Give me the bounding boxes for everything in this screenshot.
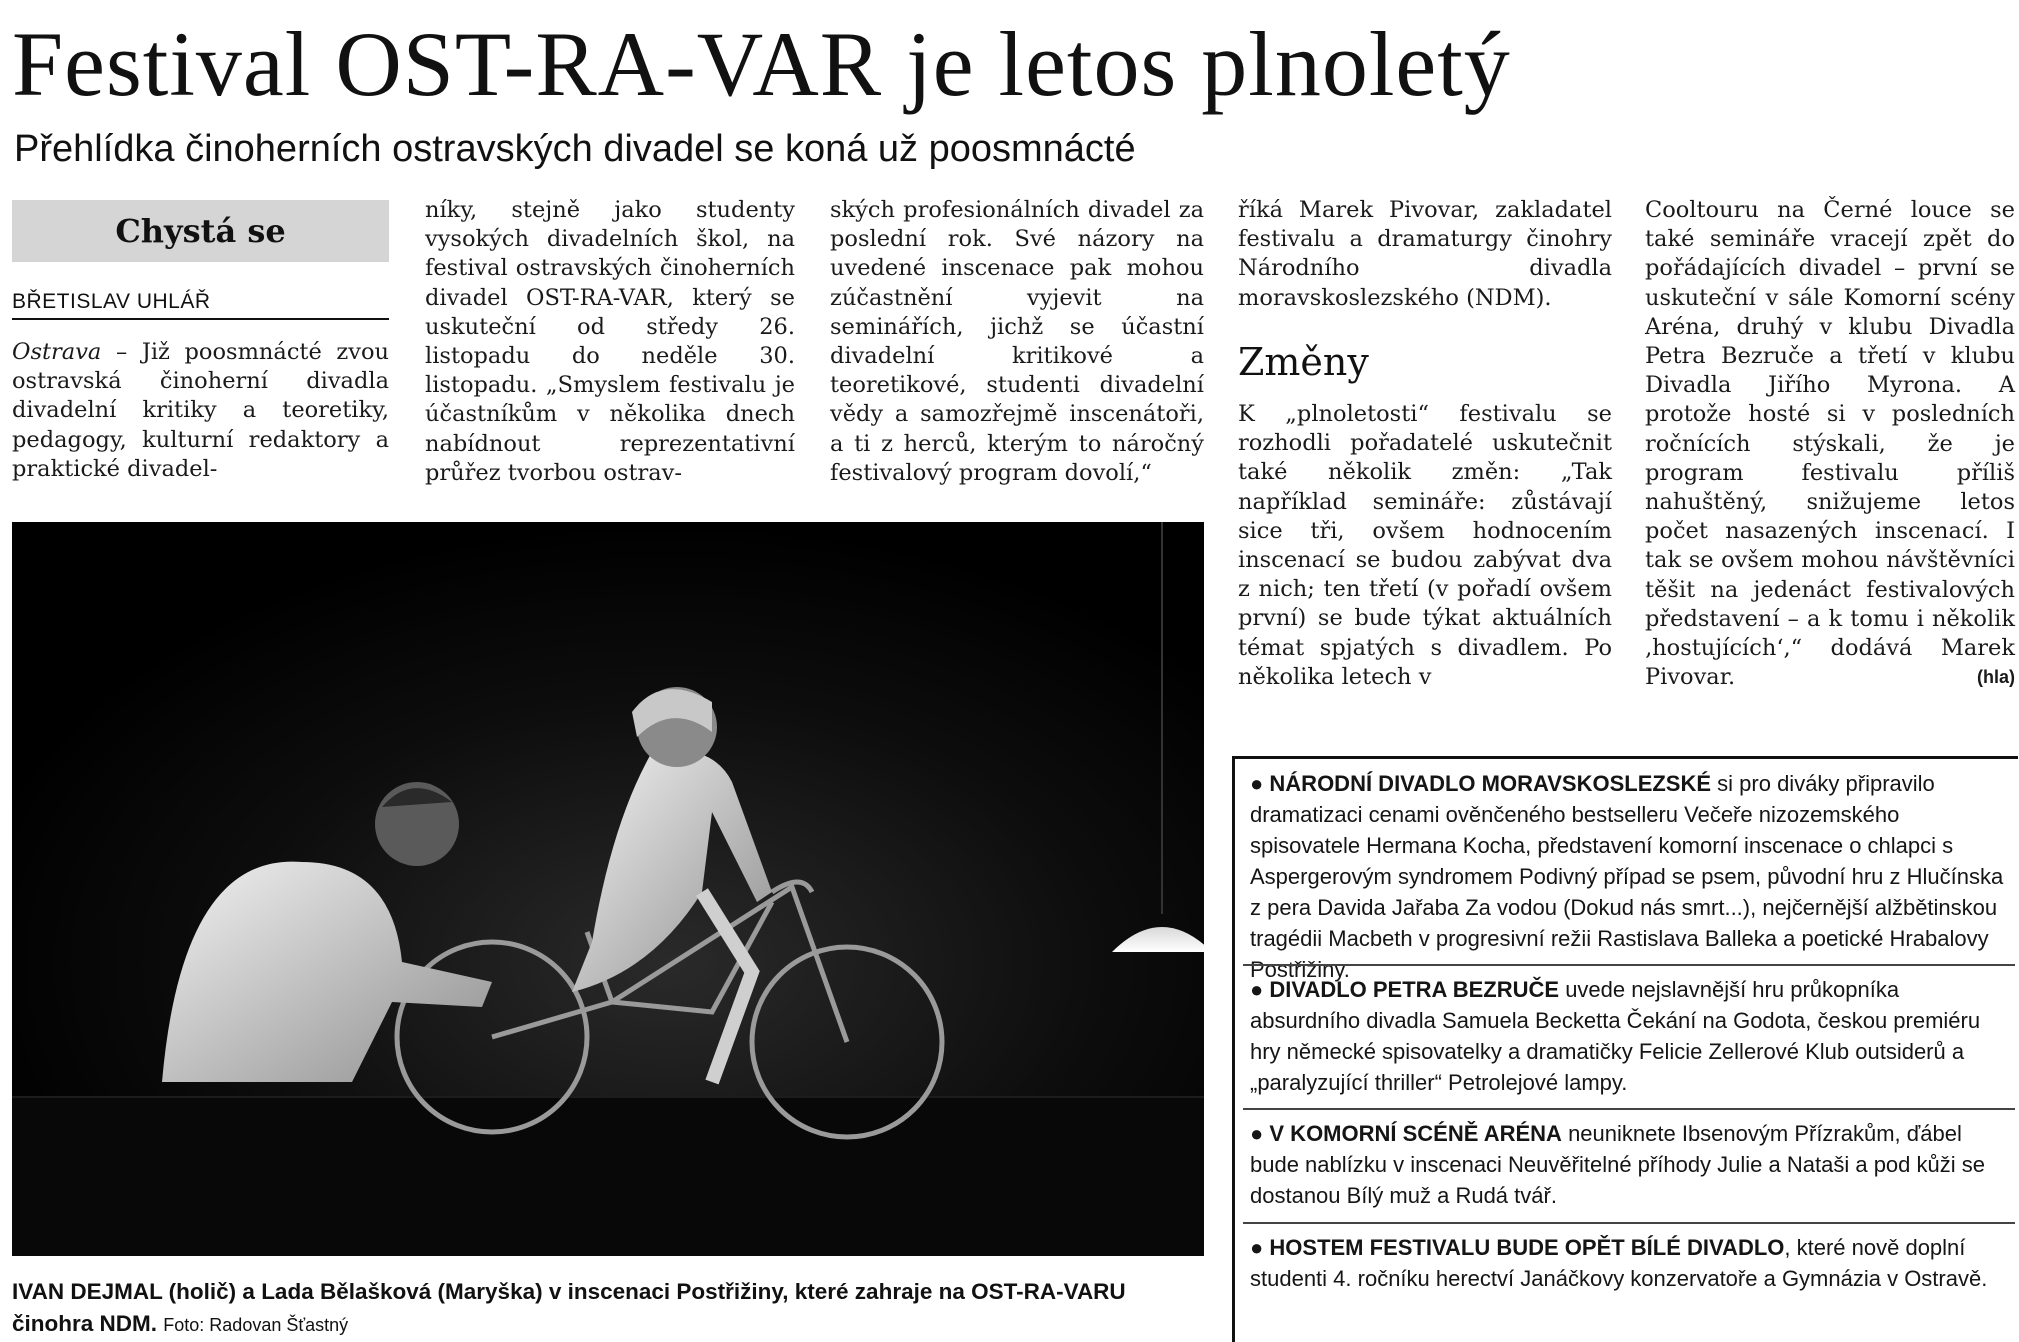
article-column-2 — [425, 196, 795, 488]
info-item-lead: ● V KOMORNÍ SCÉNĚ ARÉNA — [1250, 1121, 1562, 1146]
info-item-text: , které nově doplní studenti 4. ročníku herectví Janáčkovy konzervatoře a Gymnázia v Ostravě. — [1250, 1235, 1988, 1291]
info-item-lead: ● HOSTEM FESTIVALU BUDE OPĚT BÍLÉ DIVADLO — [1250, 1235, 1785, 1260]
info-item-text: neuniknete Ibsenovým Přízrakům, ďábel bude nablízku v inscenaci Neuvěřitelné příhody Julie a Nataši a pod kůži se dostanou Bílý muž a Rudá tvář. — [1250, 1121, 1985, 1208]
info-item-dpb — [1250, 974, 2005, 1098]
article-text-3: ských profesionálních divadel za poslední rok. Své názory na uvedené inscenace pak mohou zúčastnění vyjevit na seminářích, jichž se účastní divadelní kritikové a teoretikové, studenti divadelní vědy a samozřejmě inscenátoři, a ti z herců, kterým to náročný festivalový program dovolí,“ — [830, 197, 1204, 486]
article-column-5 — [1645, 196, 2015, 692]
photo-caption — [12, 1276, 1212, 1341]
subheadline: Přehlídka činoherních ostravských divadel se koná už poosmnácté — [14, 128, 1136, 170]
info-divider — [1243, 964, 2015, 966]
article-column-1 — [12, 338, 389, 484]
photo-caption-text: IVAN DEJMAL (holič) a Lada Bělašková (Maryška) v inscenaci Postřižiny, které zahraje na OST-RA-VARU činohra NDM. — [12, 1279, 1126, 1336]
article-column-4b — [1238, 400, 1612, 692]
info-item-text: uvede nejslavnější hru průkopníka absurdního divadla Samuela Becketta Čekání na Godota, českou premiéru hry německé spisovatelky a dramatičky Felicie Zellerové Klub outsiderů a „paralyzující thriller“ Petrolejové lampy. — [1250, 977, 1981, 1095]
info-item-guest — [1250, 1232, 2005, 1294]
info-item-arena — [1250, 1118, 2005, 1211]
dateline: Ostrava — [12, 339, 102, 365]
info-item-lead: ● NÁRODNÍ DIVADLO MORAVSKOSLEZSKÉ — [1250, 771, 1712, 796]
stage-photo-illustration — [12, 522, 1204, 1256]
article-text-2: níky, stejně jako studenty vysokých divadelních škol, na festival ostravských činoherních divadel OST-RA-VAR, který se uskuteční od středy 26. listopadu do neděle 30. listopadu. „Smyslem festivalu je účastníkům v několika dnech nabídnout reprezentativní průřez tvorbou ostrav- — [425, 197, 795, 486]
info-divider — [1243, 1108, 2015, 1110]
article-text-4: říká Marek Pivovar, zakladatel festivalu a dramaturgy činohry Národního divadla moravskoslezského (NDM). — [1238, 197, 1612, 311]
article-column-4 — [1238, 196, 1612, 313]
article-photo — [12, 522, 1204, 1256]
info-item-text: si pro diváky připravilo dramatizaci cenami ověnčeného bestselleru Večeře nizozemského spisovatele Hermana Kocha, představení komorní inscenace o chlapci s Aspergerovým syndromem Podivný případ se psem, původní hru z Hlučínska z pera Davida Jařaba Za vodou (Dokud nás smrt...), nejčernější alžbětinskou tragédii Macbeth v progresivní režii Rastislava Balleka a poetické Hrabalovy Postřižiny. — [1250, 771, 2004, 982]
photo-credit: Foto: Radovan Šťastný — [163, 1315, 349, 1335]
info-divider — [1243, 1222, 2015, 1224]
section-heading: Změny — [1238, 340, 1369, 384]
article-text-5: Cooltouru na Černé louce se také semináře vracejí zpět do pořádajících divadel – první se uskuteční v sále Komorní scény Aréna, druhý v klubu Divadla Petra Bezruče a třetí v klubu Divadla Jiřího Myrona. A protože hosté si v posledních ročnících stýskali, že je program festivalu příliš nahuštěný, snižujeme letos počet nasazených inscenací. I tak se ovšem mohou návštěvníci těšit na jedenáct festivalových představení – a k tomu i několik ‚hostujících‘,“ dodává Marek Pivovar. — [1645, 197, 2015, 691]
info-item-ndm — [1250, 768, 2005, 985]
headline: Festival OST-RA-VAR je letos plnoletý — [12, 13, 1511, 115]
author-signature: (hla) — [1977, 667, 2015, 688]
section-kicker: Chystá se — [12, 200, 389, 262]
info-item-lead: ● DIVADLO PETRA BEZRUČE — [1250, 977, 1560, 1002]
byline: BŘETISLAV UHLÁŘ — [12, 290, 389, 320]
article-column-3 — [830, 196, 1204, 488]
article-text-4b: K „plnoletosti“ festivalu se rozhodli pořadatelé uskutečnit také několik změn: „Tak například semináře: zůstávají sice tři, ovšem hodnocením inscenací se budou zabývat dva z nich; ten třetí (v pořadí ovšem první) se bude týkat aktuálních témat spjatých s divadlem. Po několika letech v — [1238, 401, 1612, 690]
article-text-1: – Již poosmnácté zvou ostravská činoherní divadla divadelní kritiky a teoretiky, pedagogy, kulturní redaktory a praktické divadel- — [12, 339, 389, 482]
